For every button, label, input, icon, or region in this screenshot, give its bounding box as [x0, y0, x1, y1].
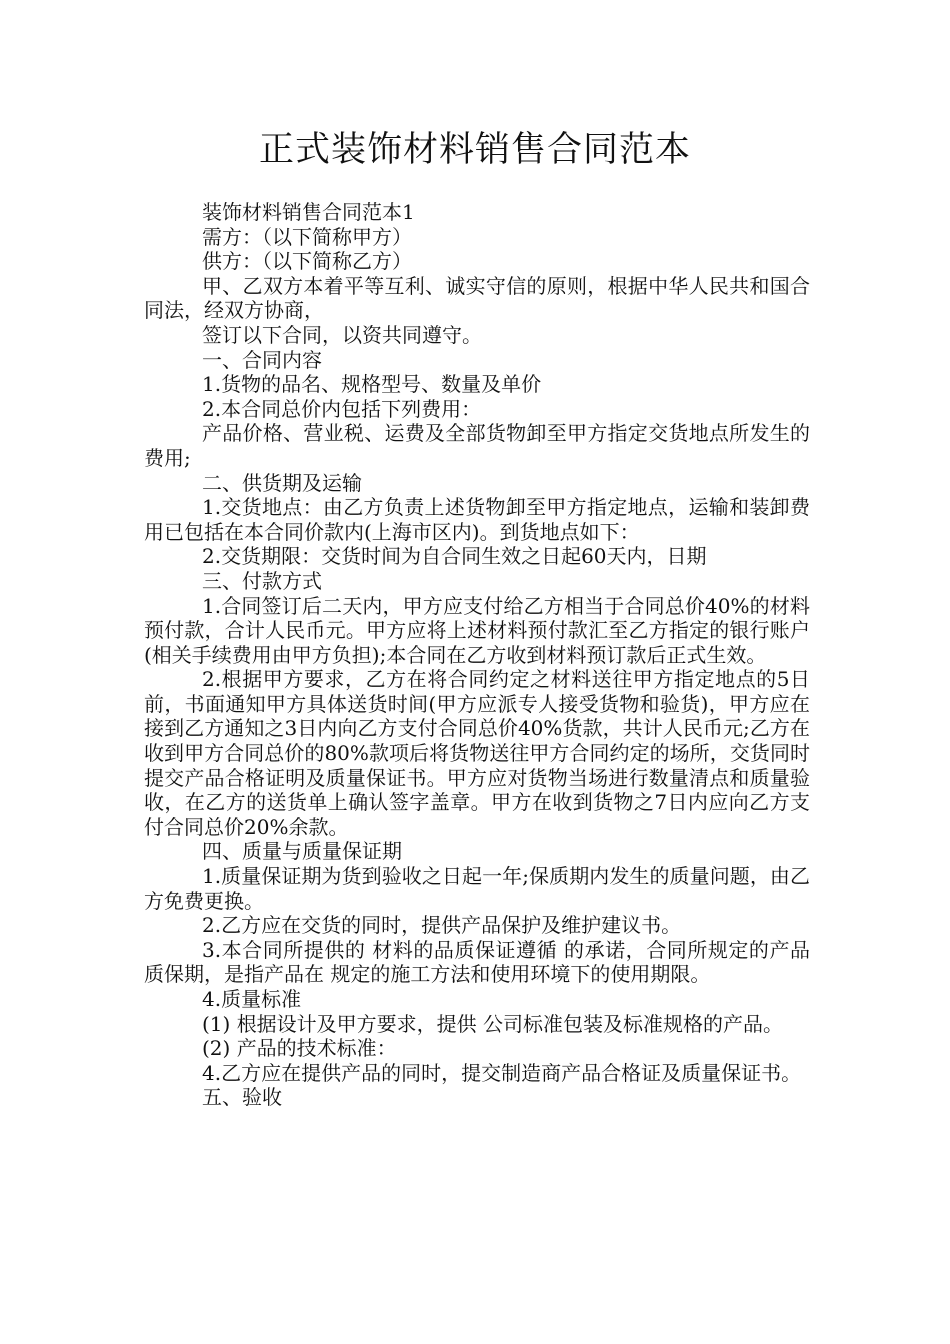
paragraph-preamble-2: 签订以下合同，以资共同遵守。: [202, 322, 482, 347]
document-title: 正式装饰材料销售合同范本: [258, 130, 691, 170]
paragraph-4-4-1: (1) 根据设计及甲方要求，提供 公司标准包装及标准规格的产品。: [202, 1011, 784, 1036]
paragraph-preamble: 甲、乙双方本着平等互利、诚实守信的原则，根据中华人民共和国合同法，经双方协商，: [144, 273, 810, 323]
paragraph-4-1: 1.质量保证期为货到验收之日起一年;保质期内发生的质量问题，由乙方免费更换。: [144, 864, 810, 913]
paragraph-2-2: 2.交货期限：交货时间为自合同生效之日起60天内，日期: [202, 544, 707, 569]
section-heading-2: 二、供货期及运输: [202, 470, 362, 495]
paragraph-subtitle: 装饰材料销售合同范本1: [202, 200, 415, 224]
paragraph-2-1: 1.交货地点：由乙方负责上述货物卸至甲方指定地点，运输和装卸费用已包括在本合同价款内(上海市区内)。到货地点如下：: [144, 495, 810, 544]
section-heading-3: 三、付款方式: [202, 568, 322, 593]
section-heading-5: 五、验收: [202, 1085, 282, 1110]
paragraph-4-3: 3.本合同所提供的 材料的品质保证遵循 的承诺，合同所规定的产品质保期，是指产品在 规定的施工方法和使用环境下的使用期限。: [144, 937, 810, 987]
paragraph-4-4-2: (2) 产品的技术标准：: [202, 1036, 397, 1061]
section-heading-1: 一、合同内容: [202, 347, 322, 372]
paragraph-buyer: 需方：（以下简称甲方）: [202, 224, 412, 249]
paragraph-1-1: 1.货物的品名、规格型号、数量及单价: [202, 372, 542, 397]
paragraph-3-1: 1.合同签订后二天内，甲方应支付给乙方相当于合同总价40%的材料预付款，合计人民币元。甲方应将上述材料预付款汇至乙方指定的银行账户(相关手续费用由甲方负担);本合同在乙方收到材料预订款后正式生效。: [144, 593, 810, 667]
paragraph-3-2: 2.根据甲方要求，乙方在将合同约定之材料送往甲方指定地点的5日前，书面通知甲方具体送货时间(甲方应派专人接受货物和验货)，甲方应在接到乙方通知之3日内向乙方支付合同总价40%货款，共计人民币元;乙方在收到甲方合同总价的80%款项后将货物送往甲方合同约定的场所，交货同时提交产品合格证明及质量保证书。甲方应对货物当场进行数量清点和质量验收，在乙方的送货单上确认签字盖章。甲方在收到货物之7日内应向乙方支付合同总价20%余款。: [144, 667, 810, 839]
paragraph-4-5: 4.乙方应在提供产品的同时，提交制造商产品合格证及质量保证书。: [202, 1060, 802, 1085]
section-heading-4: 四、质量与质量保证期: [202, 839, 402, 864]
paragraph-4-2: 2.乙方应在交货的同时，提供产品保护及维护建议书。: [202, 913, 682, 938]
document-body: [144, 200, 810, 1110]
paragraph-1-3: 产品价格、营业税、运费及全部货物卸至甲方指定交货地点所发生的费用;: [144, 421, 810, 470]
paragraph-1-2: 2.本合同总价内包括下列费用：: [202, 396, 482, 421]
paragraph-4-4: 4.质量标准: [202, 987, 302, 1011]
paragraph-supplier: 供方：（以下简称乙方）: [202, 249, 412, 274]
